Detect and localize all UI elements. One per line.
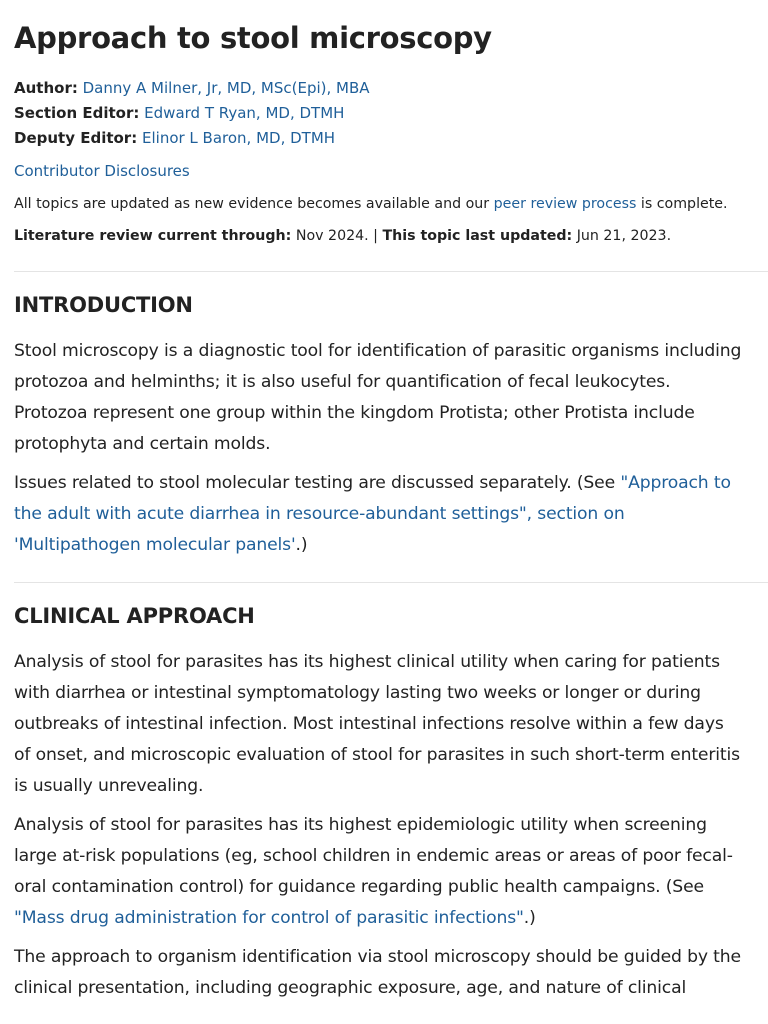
- section-heading-clinical-approach: CLINICAL APPROACH: [14, 604, 255, 628]
- section-editor-row: [14, 101, 768, 126]
- text-line: with diarrhea or intestinal symptomatology lasting two weeks or longer or during: [14, 683, 701, 703]
- author-row: [14, 76, 768, 101]
- section-editor-label: Section Editor:: [14, 104, 140, 122]
- lit-review-value: Nov 2024. |: [291, 228, 383, 244]
- text-line: Stool microscopy is a diagnostic tool for identification of parasitic organisms including: [14, 341, 742, 361]
- section-editor-link[interactable]: Edward T Ryan, MD, DTMH: [144, 104, 345, 122]
- contributor-disclosures-link[interactable]: Contributor Disclosures: [14, 162, 190, 180]
- clinical-paragraph-epidemiologic: [14, 810, 768, 934]
- paragraph-text-end: .): [295, 535, 308, 555]
- contributor-disclosures-row: [14, 160, 768, 182]
- text-line: is usually unrevealing.: [14, 776, 204, 796]
- text-line: [14, 468, 768, 499]
- multipathogen-panels-link[interactable]: 'Multipathogen molecular panels': [14, 535, 296, 555]
- last-updated-value: Jun 21, 2023.: [572, 228, 672, 244]
- text-line: oral contamination control) for guidance regarding public health campaigns. (See: [14, 877, 704, 897]
- acute-diarrhea-link[interactable]: "Approach to: [620, 473, 731, 493]
- article-meta: [14, 76, 768, 151]
- introduction-paragraph: [14, 336, 768, 460]
- section-divider: [14, 271, 768, 272]
- text-line: large at-risk populations (eg, school children in endemic areas or areas of poor fecal-: [14, 846, 733, 866]
- author-link[interactable]: Danny A Milner, Jr, MD, MSc(Epi), MBA: [82, 79, 370, 97]
- text-line: clinical presentation, including geographic exposure, age, and nature of clinical: [14, 978, 687, 998]
- last-updated-label: This topic last updated:: [382, 228, 573, 244]
- mass-drug-administration-link[interactable]: "Mass drug administration for control of parasitic infections": [14, 908, 524, 928]
- text-line: protozoa and helminths; it is also useful for quantification of fecal leukocytes.: [14, 372, 671, 392]
- page-title: Approach to stool microscopy: [14, 21, 492, 55]
- review-dates: [14, 226, 768, 246]
- deputy-editor-label: Deputy Editor:: [14, 129, 138, 147]
- update-note-text-end: is complete.: [636, 196, 728, 212]
- author-label: Author:: [14, 79, 78, 97]
- clinical-paragraph-approach: [14, 942, 768, 1004]
- paragraph-text-end: .): [523, 908, 536, 928]
- text-line: Analysis of stool for parasites has its highest clinical utility when caring for patients: [14, 652, 720, 672]
- text-line: [14, 499, 768, 530]
- text-line: Analysis of stool for parasites has its highest epidemiologic utility when screening: [14, 815, 707, 835]
- lit-review-label: Literature review current through:: [14, 228, 292, 244]
- text-line: [14, 903, 768, 934]
- paragraph-text: Issues related to stool molecular testing are discussed separately. (See: [14, 473, 621, 493]
- text-line: Protozoa represent one group within the kingdom Protista; other Protista include: [14, 403, 695, 423]
- update-note-text: All topics are updated as new evidence becomes available and our: [14, 196, 494, 212]
- deputy-editor-link[interactable]: Elinor L Baron, MD, DTMH: [142, 129, 336, 147]
- update-note: [14, 194, 768, 214]
- text-line: [14, 530, 768, 561]
- deputy-editor-row: [14, 126, 768, 151]
- peer-review-link[interactable]: peer review process: [493, 196, 637, 212]
- introduction-paragraph-molecular: [14, 468, 768, 561]
- text-line: of onset, and microscopic evaluation of stool for parasites in such short-term enteritis: [14, 745, 740, 765]
- text-line: protophyta and certain molds.: [14, 434, 271, 454]
- text-line: The approach to organism identification via stool microscopy should be guided by the: [14, 947, 741, 967]
- section-divider: [14, 582, 768, 583]
- clinical-paragraph-utility: [14, 647, 768, 802]
- section-heading-introduction: INTRODUCTION: [14, 293, 193, 317]
- acute-diarrhea-link-cont[interactable]: the adult with acute diarrhea in resource-abundant settings", section on: [14, 504, 625, 524]
- text-line: outbreaks of intestinal infection. Most intestinal infections resolve within a few days: [14, 714, 724, 734]
